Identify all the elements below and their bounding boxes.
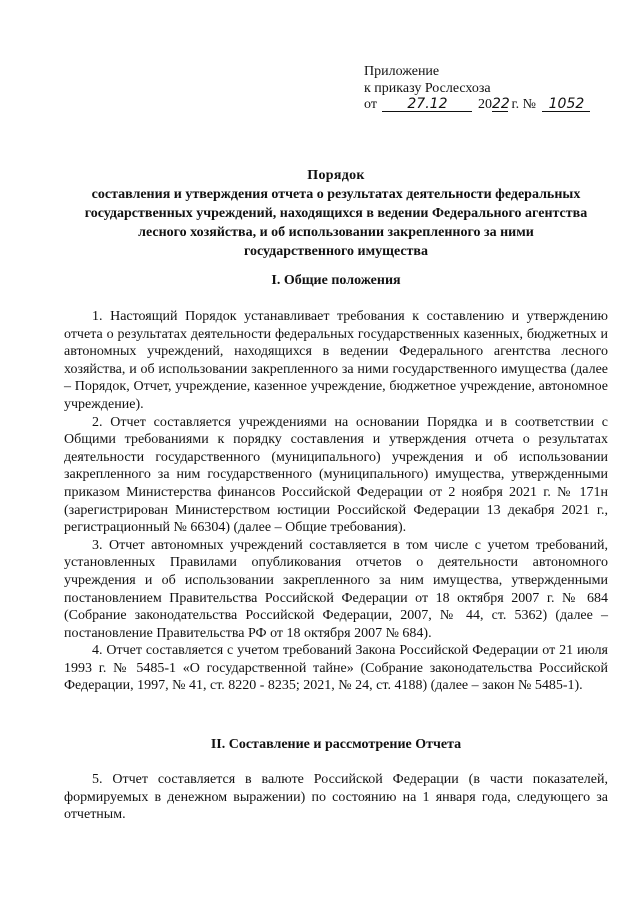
title-line-3: лесного хозяйства, и об использовании закрепленного за ними [138,225,534,240]
paragraph-4: 4. Отчет составляется с учетом требований Закона Российской Федерации от 21 июля 1993 г. № 5485-1 «О государственной тайне» (Собрание законодательства Российской Федерации, 1997, № 41, ст. 8220 - 8235; 2021, № 24, ст. 4188) (далее – закон № 5485-1). [64,643,608,694]
paragraph-5: 5. Отчет составляется в валюте Российской Федерации (в части показателей, формируемых в денежном выражении) по состоянию на 1 января года, следующего за отчетным. [64,772,608,823]
paragraph-2: 2. Отчет составляется учреждениями на основании Порядка и в соответствии с Общими требованиями к порядку составления и утверждения отчета о результатах деятельности государственного (муниципального) учреждения и об использовании закрепленного за ним государственного (муниципального) имущества, утвержденными приказом Министерства финансов Российской Федерации от 2 ноября 2021 г. № 171н (зарегистрирован Министерством юстиции Российской Федерации 13 декабря 2021 г., регистрационный № 66304) (далее – Общие требования). [64,414,608,536]
appendix-date-line [364,97,590,114]
appendix-order-ref: к приказу Рослесхоза [364,80,491,96]
title-heading: Порядок [307,168,365,183]
section-2-body [64,771,608,824]
section-1-body [64,308,608,695]
handwritten-year: 22 [491,96,510,112]
section-1-title: I. Общие положения [271,273,401,288]
paragraph-1: 1. Настоящий Порядок устанавливает требования к составлению и утверждению отчета о результатах деятельности федеральных государственных казенных, бюджетных и автономных учреждений, находящихся в ведении Федерального агентства лесного хозяйства, и об использовании закрепленного за ними государственного имущества (далее – Порядок, Отчет, учреждение, казенное учреждение, бюджетное учреждение, автономное учреждение). [64,309,608,412]
title-line-1: составления и утверждения отчета о результатах деятельности федеральных [91,187,581,202]
section-2-title: II. Составление и рассмотрение Отчета [210,737,462,752]
paragraph-3: 3. Отчет автономных учреждений составляется в том числе с учетом требований, установленных Правилами опубликования отчетов о деятельности автономного учреждения и об использовании закрепленного за ним имущества, утвержденными постановлением Правительства Российской Федерации от 18 октября 2007 г. № 684 (Собрание законодательства Российской Федерации, 2007, № 44, ст. 5362) (далее – постановление Правительства РФ от 18 октября 2007 № 684). [64,537,608,641]
title-line-2: государственных учреждений, находящихся в ведении Федерального агентства [84,206,588,221]
appendix-label: Приложение [364,64,440,79]
year-prefix: 20 [477,97,492,112]
number-label: г. № [511,97,536,112]
appendix-block [364,64,590,114]
handwritten-date: 27.12 [382,97,472,112]
date-prefix: от [364,97,377,112]
title-line-4: государственного имущества [244,244,428,259]
handwritten-order-number: 1052 [542,97,590,112]
document-title [64,166,608,261]
